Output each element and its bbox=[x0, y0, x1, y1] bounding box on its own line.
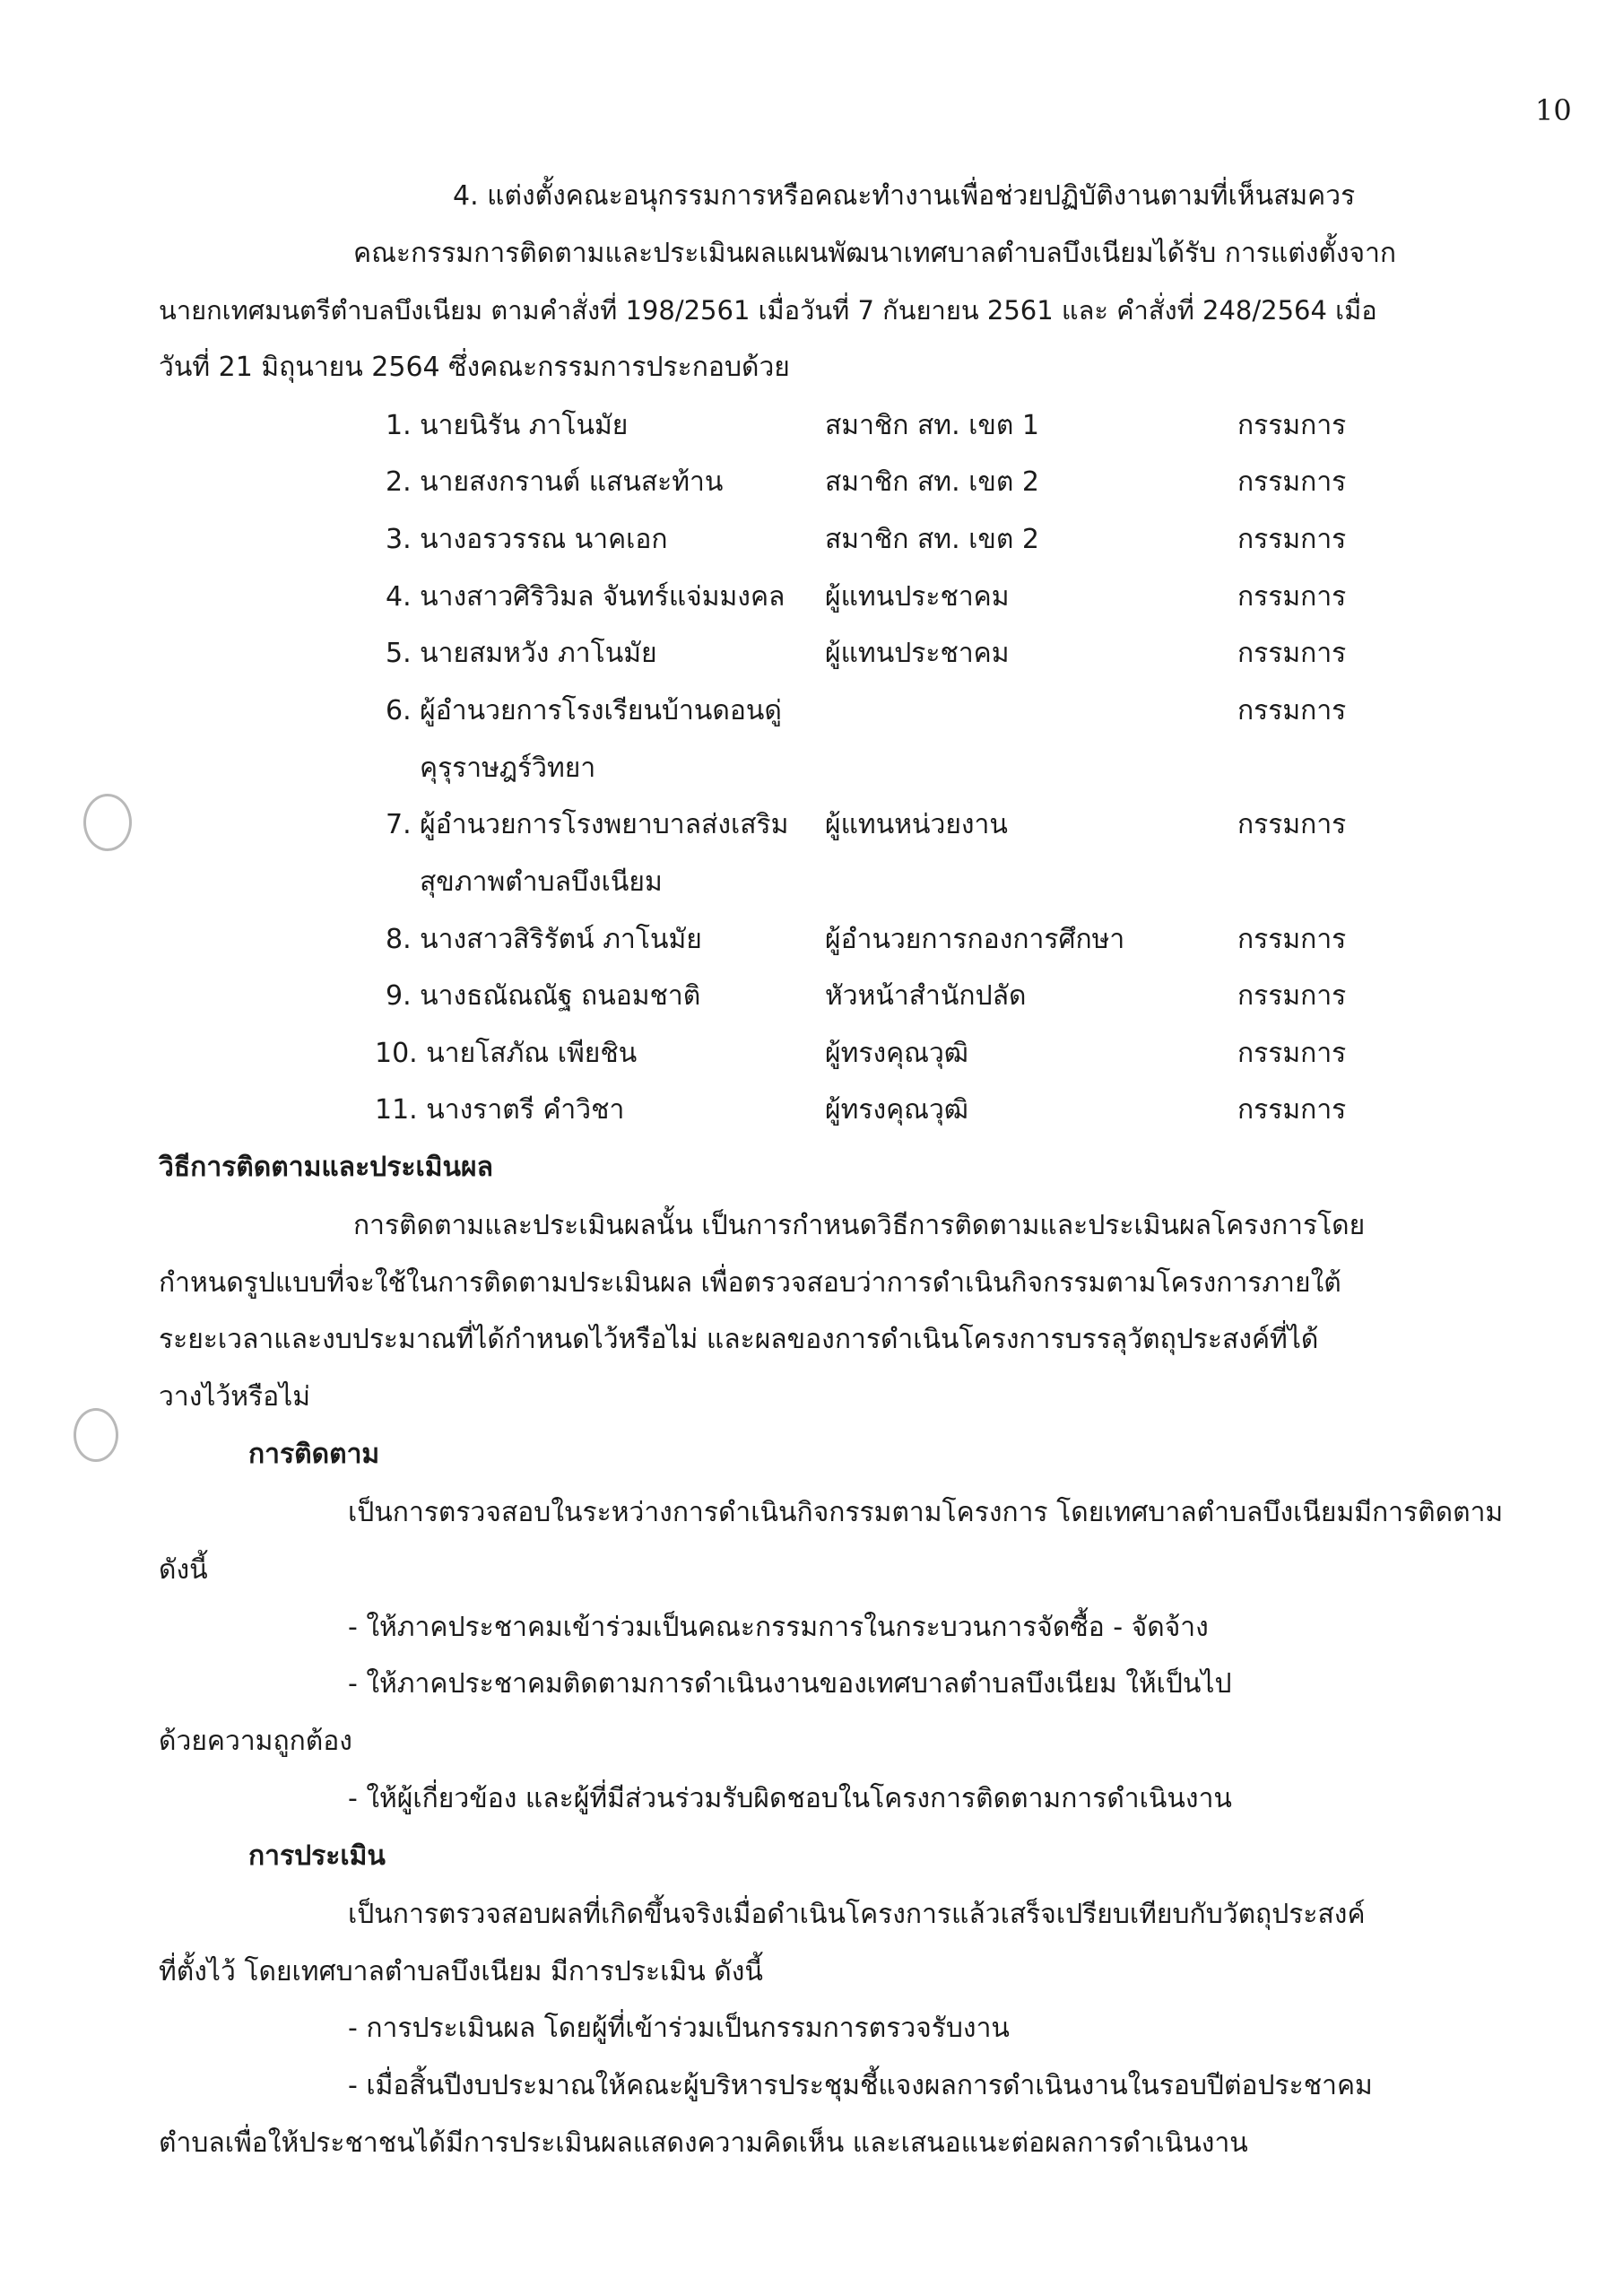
member-role: กรรมการ bbox=[1237, 410, 1347, 441]
monitoring-bullet-2-continued: ด้วยความถูกต้อง bbox=[159, 1726, 352, 1757]
method-line-3: ระยะเวลาและงบประมาณที่ได้กำหนดไว้หรือไม่ และผลของการดำเนินโครงการบรรลุวัตถุประสงค์ที่ได้ bbox=[159, 1324, 1319, 1355]
member-affiliation: ผู้แทนหน่วยงาน bbox=[825, 809, 1008, 840]
member-role: กรรมการ bbox=[1237, 466, 1347, 498]
member-role: กรรมการ bbox=[1237, 1094, 1347, 1126]
member-affiliation: สมาชิก สท. เขต 1 bbox=[825, 410, 1040, 441]
monitoring-bullet-3: - ให้ผู้เกี่ยวข้อง และผู้ที่มีส่วนร่วมรับผิดชอบในโครงการติดตามการดำเนินงาน bbox=[348, 1783, 1232, 1814]
monitoring-line-2: ดังนี้ bbox=[159, 1554, 208, 1586]
member-affiliation: สมาชิก สท. เขต 2 bbox=[825, 466, 1040, 498]
intro-line-4: วันที่ 21 มิถุนายน 2564 ซึ่งคณะกรรมการประกอบด้วย bbox=[159, 352, 790, 383]
member-name: 2. นายสงกรานต์ แสนสะท้าน bbox=[386, 466, 724, 498]
punch-hole-bottom bbox=[74, 1408, 118, 1462]
evaluation-line-2: ที่ตั้งไว้ โดยเทศบาลตำบลบึงเนียม มีการประเมิน ดังนี้ bbox=[159, 1956, 763, 1987]
member-role: กรรมการ bbox=[1237, 638, 1347, 669]
member-affiliation: สมาชิก สท. เขต 2 bbox=[825, 524, 1040, 555]
member-name: 3. นางอรวรรณ นาคเอก bbox=[386, 524, 668, 555]
evaluation-line-1: เป็นการตรวจสอบผลที่เกิดขึ้นจริงเมื่อดำเนินโครงการแล้วเสร็จเปรียบเทียบกับวัตถุประสงค์ bbox=[348, 1899, 1366, 1930]
member-name: 4. นางสาวศิริวิมล จันทร์แจ่มมงคล bbox=[386, 581, 785, 613]
punch-hole-top bbox=[83, 794, 132, 851]
member-role: กรรมการ bbox=[1237, 924, 1347, 955]
evaluation-bullet-2-continued: ตำบลเพื่อให้ประชาชนได้มีการประเมินผลแสดงความคิดเห็น และเสนอแนะต่อผลการดำเนินงาน bbox=[159, 2127, 1248, 2159]
member-name: 1. นายนิรัน ภาโนมัย bbox=[386, 410, 629, 441]
evaluation-bullet-2: - เมื่อสิ้นปีงบประมาณให้คณะผู้บริหารประชุมชี้แจงผลการดำเนินงานในรอบปีต่อประชาคม bbox=[348, 2070, 1373, 2101]
page-number: 10 bbox=[1535, 93, 1572, 127]
intro-line-2: คณะกรรมการติดตามและประเมินผลแผนพัฒนาเทศบาลตำบลบึงเนียมได้รับ การแต่งตั้งจาก bbox=[353, 238, 1397, 269]
member-name: 9. นางธณัณณัฐ ถนอมชาติ bbox=[386, 980, 701, 1012]
monitoring-line-1: เป็นการตรวจสอบในระหว่างการดำเนินกิจกรรมตามโครงการ โดยเทศบาลตำบลบึงเนียมมีการติดตาม bbox=[348, 1497, 1504, 1528]
member-role: กรรมการ bbox=[1237, 695, 1347, 726]
member-role: กรรมการ bbox=[1237, 581, 1347, 613]
member-role: กรรมการ bbox=[1237, 809, 1347, 840]
evaluation-bullet-1: - การประเมินผล โดยผู้ที่เข้าร่วมเป็นกรรมการตรวจรับงาน bbox=[348, 2013, 1010, 2044]
monitoring-bullet-1: - ให้ภาคประชาคมเข้าร่วมเป็นคณะกรรมการในกระบวนการจัดซื้อ - จัดจ้าง bbox=[348, 1612, 1209, 1643]
intro-line-1: 4. แต่งตั้งคณะอนุกรรมการหรือคณะทำงานเพื่อช่วยปฏิบัติงานตามที่เห็นสมควร bbox=[453, 180, 1356, 212]
member-role: กรรมการ bbox=[1237, 1038, 1347, 1069]
member-name: 6. ผู้อำนวยการโรงเรียนบ้านดอนดู่ bbox=[386, 695, 782, 726]
method-line-2: กำหนดรูปแบบที่จะใช้ในการติดตามประเมินผล เพื่อตรวจสอบว่าการดำเนินกิจกรรมตามโครงการภายใต้ bbox=[159, 1267, 1341, 1299]
method-line-1: การติดตามและประเมินผลนั้น เป็นการกำหนดวิธีการติดตามและประเมินผลโครงการโดย bbox=[353, 1210, 1366, 1241]
member-role: กรรมการ bbox=[1237, 524, 1347, 555]
monitoring-bullet-2: - ให้ภาคประชาคมติดตามการดำเนินงานของเทศบาลตำบลบึงเนียม ให้เป็นไป bbox=[348, 1668, 1232, 1700]
member-affiliation: ผู้แทนประชาคม bbox=[825, 581, 1010, 613]
method-line-4: วางไว้หรือไม่ bbox=[159, 1381, 311, 1413]
member-affiliation: ผู้อำนวยการกองการศึกษา bbox=[825, 924, 1125, 955]
evaluation-heading: การประเมิน bbox=[248, 1840, 386, 1872]
member-name-continued: สุขภาพตำบลบึงเนียม bbox=[420, 866, 663, 898]
method-heading: วิธีการติดตามและประเมินผล bbox=[159, 1152, 493, 1183]
member-affiliation: ผู้ทรงคุณวุฒิ bbox=[825, 1094, 968, 1126]
member-name: 7. ผู้อำนวยการโรงพยาบาลส่งเสริม bbox=[386, 809, 789, 840]
member-name: 11. นางราตรี คำวิชา bbox=[375, 1094, 625, 1126]
member-name: 8. นางสาวสิริรัตน์ ภาโนมัย bbox=[386, 924, 702, 955]
member-name: 5. นายสมหวัง ภาโนมัย bbox=[386, 638, 657, 669]
member-role: กรรมการ bbox=[1237, 980, 1347, 1012]
intro-line-3: นายกเทศมนตรีตำบลบึงเนียม ตามคำสั่งที่ 198/2561 เมื่อวันที่ 7 กันยายน 2561 และ คำสั่งที่ 248/2564 เมื่อ bbox=[159, 295, 1377, 326]
member-affiliation: หัวหน้าสำนักปลัด bbox=[825, 980, 1027, 1012]
member-name-continued: คุรุราษฎร์วิทยา bbox=[420, 752, 596, 784]
member-affiliation: ผู้แทนประชาคม bbox=[825, 638, 1010, 669]
member-name: 10. นายโสภัณ เพียชิน bbox=[375, 1038, 638, 1069]
monitoring-heading: การติดตาม bbox=[248, 1439, 380, 1470]
member-affiliation: ผู้ทรงคุณวุฒิ bbox=[825, 1038, 968, 1069]
